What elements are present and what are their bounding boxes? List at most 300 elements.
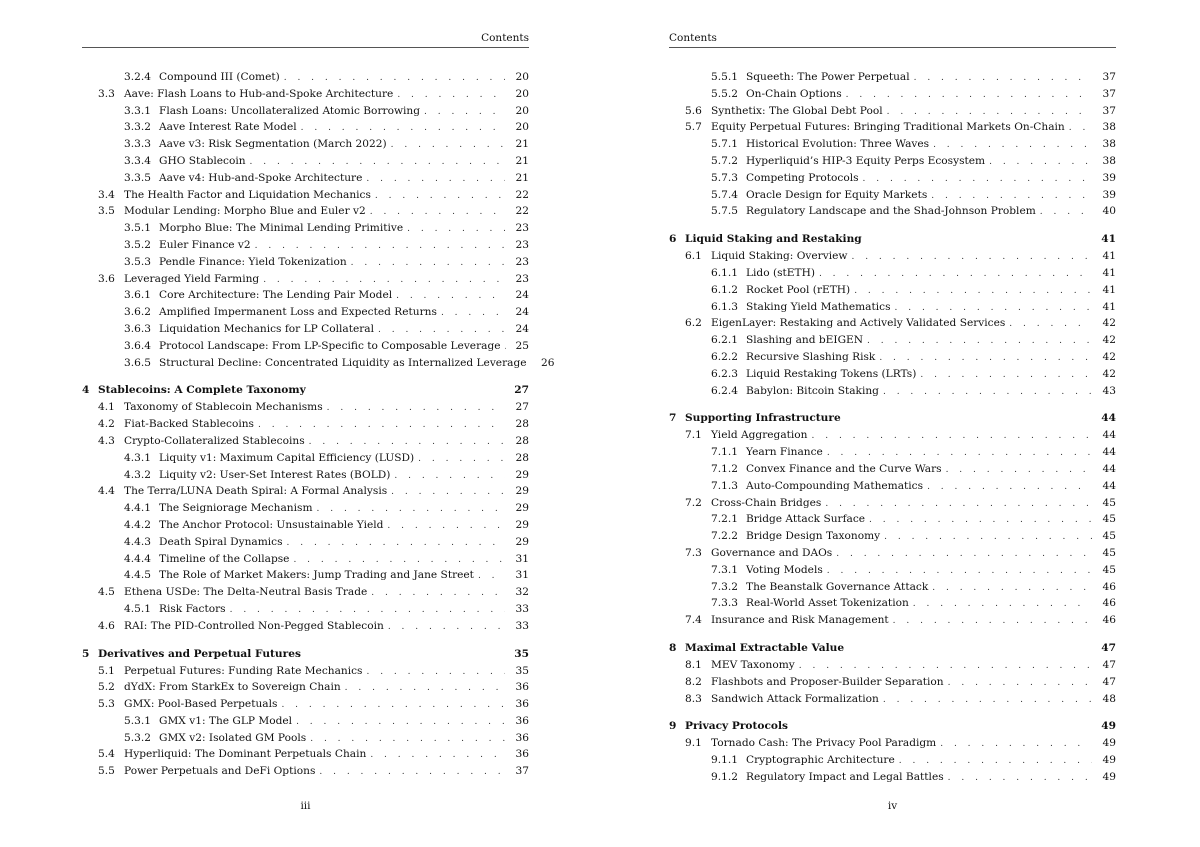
toc-section-entry[interactable] xyxy=(82,618,529,635)
toc-entry-number: 4.4 xyxy=(98,485,115,498)
toc-chapter-entry[interactable] xyxy=(669,640,1116,657)
toc-dot-leader xyxy=(366,664,505,681)
toc-entry-number: 4.4.2 xyxy=(124,518,151,531)
toc-section-entry[interactable] xyxy=(669,495,1116,512)
toc-subsection-entry[interactable] xyxy=(82,254,529,271)
toc-entry-page: 33 xyxy=(515,602,529,615)
toc-dot-leader xyxy=(1009,316,1092,333)
toc-subsection-entry[interactable] xyxy=(669,170,1116,187)
toc-entry-page: 20 xyxy=(515,121,529,134)
toc-entry-number: 5.2 xyxy=(98,681,115,694)
toc-entry-page: 29 xyxy=(515,502,529,515)
toc-entry-title: Bridge Attack Surface xyxy=(746,513,866,526)
toc-entry-title: Fiat-Backed Stablecoins xyxy=(124,418,254,431)
toc-subsection-entry[interactable] xyxy=(669,282,1116,299)
toc-dot-leader xyxy=(846,87,1092,104)
toc-entry-title: Bridge Design Taxonomy xyxy=(746,530,881,543)
toc-entry-page: 28 xyxy=(515,451,529,464)
toc-entry-number: 3.3.3 xyxy=(124,138,151,151)
toc-section-entry[interactable] xyxy=(669,657,1116,674)
toc-entry-number: 3.5 xyxy=(98,205,115,218)
toc-dot-leader xyxy=(869,512,1092,529)
toc-entry-title: Pendle Finance: Yield Tokenization xyxy=(159,255,347,268)
toc-subsection-entry[interactable] xyxy=(669,203,1116,220)
toc-entry-title: Governance and DAOs xyxy=(711,546,833,559)
toc-entry-title: Hyperliquid: The Dominant Perpetuals Chain xyxy=(124,748,367,761)
toc-entry-number: 3.6.4 xyxy=(124,339,151,352)
toc-subsection-entry[interactable] xyxy=(669,86,1116,103)
toc-entry-page: 27 xyxy=(515,401,529,414)
toc-dot-leader xyxy=(255,238,505,255)
toc-entry-title: Protocol Landscape: From LP-Specific to Composable Leverage xyxy=(159,339,501,352)
toc-entry-number: 7.1.3 xyxy=(711,479,738,492)
toc-entry-title: Timeline of the Collapse xyxy=(159,552,290,565)
toc-entry-page: 44 xyxy=(1102,479,1116,492)
toc-dot-leader xyxy=(854,283,1092,300)
toc-entry-title: Regulatory Impact and Legal Battles xyxy=(746,770,944,783)
toc-dot-leader xyxy=(284,70,505,87)
toc-subsection-entry[interactable] xyxy=(669,444,1116,461)
toc-entry-page: 37 xyxy=(1102,71,1116,83)
toc-subsection-entry[interactable] xyxy=(82,136,529,153)
toc-entry-number: 7.3.2 xyxy=(711,580,738,593)
toc-dot-leader xyxy=(370,204,505,221)
toc-chapter-entry[interactable] xyxy=(669,231,1116,248)
toc-section-entry[interactable] xyxy=(669,691,1116,708)
toc-chapter-entry[interactable] xyxy=(82,382,529,399)
toc-entry-page: 46 xyxy=(1102,580,1116,593)
toc-entry-number: 7 xyxy=(669,412,677,425)
toc-entry-title: Liquid Restaking Tokens (LRTs) xyxy=(746,367,917,380)
toc-entry-page: 20 xyxy=(515,104,529,117)
toc-entry-page: 36 xyxy=(515,731,529,744)
toc-subsection-entry[interactable] xyxy=(82,551,529,568)
toc-entry-title: Equity Perpetual Futures: Bringing Traditional Markets On-Chain xyxy=(711,121,1065,134)
toc-subsection-entry[interactable] xyxy=(82,119,529,136)
toc-chapter-entry[interactable] xyxy=(82,646,529,663)
page-number: iii xyxy=(300,800,311,812)
toc-entry-page: 23 xyxy=(515,255,529,268)
toc-entry-number: 9.1 xyxy=(685,737,702,750)
toc-entry-title: GMX: Pool-Based Perpetuals xyxy=(124,698,278,711)
toc-section-entry[interactable] xyxy=(82,187,529,204)
toc-entry-title: Modular Lending: Morpho Blue and Euler v2 xyxy=(124,205,366,218)
page-number: iv xyxy=(887,800,898,812)
toc-dot-leader xyxy=(933,137,1092,154)
toc-entry-title: Liquidation Mechanics for LP Collateral xyxy=(159,322,374,335)
toc-subsection-entry[interactable] xyxy=(82,220,529,237)
toc-section-entry[interactable] xyxy=(669,103,1116,120)
toc-entry-number: 3.4 xyxy=(98,188,115,201)
toc-entry-number: 3.3 xyxy=(98,87,115,100)
toc-entry-page: 35 xyxy=(514,647,529,660)
toc-subsection-entry[interactable] xyxy=(669,595,1116,612)
toc-entry-title: Core Architecture: The Lending Pair Model xyxy=(159,289,393,302)
toc-dot-leader xyxy=(319,764,505,781)
toc-entry-number: 6 xyxy=(669,233,677,246)
toc-dot-leader xyxy=(391,137,505,154)
toc-entry-number: 5.7.5 xyxy=(711,205,738,218)
toc-subsection-entry[interactable] xyxy=(82,517,529,534)
toc-dot-leader xyxy=(396,288,505,305)
toc-dot-leader xyxy=(883,692,1092,709)
toc-entry-title: The Health Factor and Liquidation Mechanics xyxy=(124,188,371,201)
toc-entry-page: 36 xyxy=(515,698,529,711)
toc-section-entry[interactable] xyxy=(82,679,529,696)
left-page xyxy=(82,0,555,847)
toc-dot-leader xyxy=(281,697,505,714)
toc-dot-leader xyxy=(887,104,1092,121)
toc-entry-page: 25 xyxy=(515,339,529,352)
toc-entry-number: 8 xyxy=(669,641,677,654)
toc-section-entry[interactable] xyxy=(669,545,1116,562)
toc-dot-leader xyxy=(366,171,505,188)
toc-subsection-entry[interactable] xyxy=(82,730,529,747)
toc-entry-title: dYdX: From StarkEx to Sovereign Chain xyxy=(124,681,341,694)
toc-entry-page: 23 xyxy=(515,238,529,251)
toc-entry-number: 3.5.2 xyxy=(124,238,151,251)
toc-entry-number: 3.6.3 xyxy=(124,322,151,335)
toc-entry-page: 32 xyxy=(515,586,529,599)
toc-dot-leader xyxy=(441,305,505,322)
toc-subsection-entry[interactable] xyxy=(82,450,529,467)
toc-section-entry[interactable] xyxy=(82,483,529,500)
toc-dot-leader xyxy=(799,658,1092,675)
toc-entry-number: 9.1.2 xyxy=(711,770,738,783)
toc-dot-leader xyxy=(263,272,505,289)
toc-dot-leader xyxy=(351,255,505,272)
toc-entry-page: 20 xyxy=(515,87,529,100)
toc-entry-number: 7.2 xyxy=(685,496,702,509)
toc-entry-number: 7.4 xyxy=(685,614,702,627)
toc-entry-page: 48 xyxy=(1102,692,1116,705)
toc-dot-leader xyxy=(948,770,1092,787)
toc-section-entry[interactable] xyxy=(82,746,529,763)
toc-dot-leader xyxy=(812,428,1093,445)
toc-entry-number: 5.5.1 xyxy=(711,71,738,83)
toc-entry-page: 45 xyxy=(1102,513,1116,526)
toc-subsection-entry[interactable] xyxy=(82,467,529,484)
toc-entry-number: 3.2.4 xyxy=(124,71,151,83)
toc-entry-page: 44 xyxy=(1102,462,1116,475)
toc-subsection-entry[interactable] xyxy=(82,170,529,187)
toc-dot-leader xyxy=(388,619,505,636)
toc-entry-page: 37 xyxy=(515,765,529,778)
toc-section-entry[interactable] xyxy=(669,119,1116,136)
toc-dot-leader xyxy=(932,580,1092,597)
toc-subsection-entry[interactable] xyxy=(669,562,1116,579)
toc-dot-leader xyxy=(819,266,1092,283)
toc-section-entry[interactable] xyxy=(82,203,529,220)
toc-entry-number: 3.6.5 xyxy=(124,356,151,369)
toc-section-entry[interactable] xyxy=(669,674,1116,691)
toc-entry-title: Flash Loans: Uncollateralized Atomic Borrowing xyxy=(159,104,421,117)
toc-entry-title: Convex Finance and the Curve Wars xyxy=(746,462,942,475)
toc-dot-leader xyxy=(825,496,1092,513)
toc-entry-title: Yearn Finance xyxy=(746,446,823,459)
toc-dot-leader xyxy=(378,322,505,339)
toc-entry-title: Liquity v1: Maximum Capital Efficiency (LUSD) xyxy=(159,451,415,464)
toc-entry-page: 44 xyxy=(1102,429,1116,442)
toc-entry-page: 43 xyxy=(1102,384,1116,397)
toc-subsection-entry[interactable] xyxy=(669,349,1116,366)
toc-entry-page: 47 xyxy=(1102,675,1116,688)
toc-entry-title: Auto-Compounding Mathematics xyxy=(746,479,924,492)
toc-entry-number: 5.3.1 xyxy=(124,714,151,727)
toc-subsection-entry[interactable] xyxy=(669,187,1116,204)
toc-section-entry[interactable] xyxy=(82,399,529,416)
toc-dot-leader xyxy=(387,518,505,535)
toc-section-entry[interactable] xyxy=(82,763,529,780)
toc-entry-number: 5.6 xyxy=(685,104,702,117)
toc-entry-title: Perpetual Futures: Funding Rate Mechanics xyxy=(124,664,363,677)
toc-subsection-entry[interactable] xyxy=(82,153,529,170)
toc-entry-page: 49 xyxy=(1102,754,1116,767)
toc-subsection-entry[interactable] xyxy=(669,752,1116,769)
toc-section-entry[interactable] xyxy=(82,86,529,103)
toc-dot-leader xyxy=(836,546,1092,563)
toc-entry-page: 44 xyxy=(1102,446,1116,459)
toc-entry-number: 3.3.5 xyxy=(124,171,151,184)
toc-subsection-entry[interactable] xyxy=(82,103,529,120)
toc-entry-page: 21 xyxy=(515,154,529,167)
toc-subsection-entry[interactable] xyxy=(82,304,529,321)
toc-entry-number: 3.5.3 xyxy=(124,255,151,268)
toc-subsection-entry[interactable] xyxy=(669,69,1116,86)
toc-entry-page: 49 xyxy=(1102,770,1116,783)
toc-entry-number: 4.5.1 xyxy=(124,602,151,615)
toc-subsection-entry[interactable] xyxy=(82,69,529,86)
toc-entry-title: Aave v3: Risk Segmentation (March 2022) xyxy=(159,138,387,151)
toc-entry-page: 38 xyxy=(1102,138,1116,151)
toc-dot-leader xyxy=(989,154,1092,171)
toc-entry-title: GHO Stablecoin xyxy=(159,154,246,167)
toc-subsection-entry[interactable] xyxy=(82,237,529,254)
toc-subsection-entry[interactable] xyxy=(669,332,1116,349)
toc-entry-number: 4.6 xyxy=(98,619,115,632)
toc-section-entry[interactable] xyxy=(82,584,529,601)
toc-dot-leader xyxy=(946,462,1092,479)
toc-entry-title: Lido (stETH) xyxy=(746,266,815,279)
toc-entry-page: 26 xyxy=(541,356,555,369)
toc-chapter-entry[interactable] xyxy=(669,718,1116,735)
toc-dot-leader xyxy=(345,680,505,697)
toc-dot-leader xyxy=(394,468,505,485)
toc-subsection-entry[interactable] xyxy=(669,528,1116,545)
toc-entry-page: 49 xyxy=(1101,720,1116,733)
toc-entry-page: 46 xyxy=(1102,597,1116,610)
toc-entry-page: 37 xyxy=(1102,104,1116,117)
toc-entry-number: 8.1 xyxy=(685,658,702,671)
toc-entry-number: 3.5.1 xyxy=(124,222,151,235)
toc-section-entry[interactable] xyxy=(82,696,529,713)
toc-dot-leader xyxy=(327,400,505,417)
toc-entry-title: Tornado Cash: The Privacy Pool Paradigm xyxy=(711,737,937,750)
toc-subsection-entry[interactable] xyxy=(669,265,1116,282)
toc-section-entry[interactable] xyxy=(669,735,1116,752)
toc-section-entry[interactable] xyxy=(82,663,529,680)
toc-entry-page: 31 xyxy=(515,552,529,565)
toc-entry-page: 44 xyxy=(1101,412,1116,425)
toc-entry-number: 8.2 xyxy=(685,675,702,688)
toc-entry-title: Liquid Staking: Overview xyxy=(711,250,848,263)
toc-dot-leader xyxy=(948,675,1092,692)
toc-entry-title: Liquity v2: User-Set Interest Rates (BOLD) xyxy=(159,468,391,481)
toc-entry-title: Compound III (Comet) xyxy=(159,71,280,83)
toc-entry-number: 5.7.3 xyxy=(711,171,738,184)
toc-entry-number: 5.7.2 xyxy=(711,154,738,167)
toc-entry-number: 9 xyxy=(669,720,677,733)
toc-entry-number: 7.2.2 xyxy=(711,530,738,543)
toc-entry-title: Slashing and bEIGEN xyxy=(746,334,864,347)
running-head: Contents xyxy=(82,32,529,48)
toc-dot-leader xyxy=(250,154,505,171)
toc-entry-title: The Role of Market Makers: Jump Trading and Jane Street xyxy=(159,569,474,582)
toc-section-entry[interactable] xyxy=(82,271,529,288)
toc-entry-page: 28 xyxy=(515,434,529,447)
toc-entry-title: Death Spiral Dynamics xyxy=(159,535,283,548)
toc-entry-page: 41 xyxy=(1102,283,1116,296)
toc-dot-leader xyxy=(407,221,505,238)
toc-entry-page: 22 xyxy=(515,188,529,201)
toc-entry-number: 6.1 xyxy=(685,250,702,263)
toc-subsection-entry[interactable] xyxy=(82,500,529,517)
toc-dot-leader xyxy=(293,552,505,569)
toc-entry-page: 28 xyxy=(515,418,529,431)
toc-dot-leader xyxy=(230,602,505,619)
toc-entry-title: Privacy Protocols xyxy=(685,720,788,733)
toc-section-entry[interactable] xyxy=(669,315,1116,332)
toc-entry-title: Yield Aggregation xyxy=(711,429,808,442)
toc-entry-number: 4.4.1 xyxy=(124,502,151,515)
toc-entry-number: 7.1.1 xyxy=(711,446,738,459)
toc-entry-page: 36 xyxy=(515,714,529,727)
toc-entry-number: 6.1.2 xyxy=(711,283,738,296)
toc-entry-number: 5.5 xyxy=(98,765,115,778)
toc-entry-page: 24 xyxy=(515,289,529,302)
toc-entry-title: Aave: Flash Loans to Hub-and-Spoke Architecture xyxy=(124,87,394,100)
toc-entry-number: 4.4.4 xyxy=(124,552,151,565)
toc-subsection-entry[interactable] xyxy=(669,478,1116,495)
toc-subsection-entry[interactable] xyxy=(82,567,529,584)
right-page xyxy=(669,0,1116,847)
toc-entry-page: 42 xyxy=(1102,317,1116,330)
toc-entry-number: 5.5.2 xyxy=(711,87,738,100)
toc-subsection-entry[interactable] xyxy=(669,366,1116,383)
toc-entry-number: 6.2.1 xyxy=(711,334,738,347)
toc-entry-page: 49 xyxy=(1102,737,1116,750)
toc-subsection-entry[interactable] xyxy=(82,355,555,372)
toc-entry-number: 7.3.1 xyxy=(711,563,738,576)
toc-dot-leader xyxy=(317,501,506,518)
toc-subsection-entry[interactable] xyxy=(82,321,529,338)
toc-entry-page: 21 xyxy=(515,138,529,151)
toc-subsection-entry[interactable] xyxy=(669,153,1116,170)
toc-subsection-entry[interactable] xyxy=(669,769,1116,786)
toc-entry-page: 20 xyxy=(515,71,529,83)
toc-subsection-entry[interactable] xyxy=(669,461,1116,478)
toc-dot-leader xyxy=(371,585,505,602)
toc-section-entry[interactable] xyxy=(669,612,1116,629)
toc-dot-leader xyxy=(867,333,1092,350)
toc-section-entry[interactable] xyxy=(82,433,529,450)
toc-chapter-entry[interactable] xyxy=(669,410,1116,427)
toc-entry-number: 5.7.4 xyxy=(711,188,738,201)
toc-entry-number: 3.3.1 xyxy=(124,104,151,117)
toc-subsection-entry[interactable] xyxy=(669,299,1116,316)
toc-entry-title: Euler Finance v2 xyxy=(159,238,251,251)
toc-subsection-entry[interactable] xyxy=(669,579,1116,596)
toc-entry-title: Sandwich Attack Formalization xyxy=(711,692,879,705)
toc-entry-number: 6.1.3 xyxy=(711,300,738,313)
toc-entry-page: 29 xyxy=(515,485,529,498)
toc-entry-title: Staking Yield Mathematics xyxy=(746,300,891,313)
toc-entry-page: 29 xyxy=(515,468,529,481)
toc-entry-number: 4.2 xyxy=(98,418,115,431)
toc-entry-number: 4.3.1 xyxy=(124,451,151,464)
toc-entry-number: 5.4 xyxy=(98,748,115,761)
toc-entry-page: 46 xyxy=(1102,614,1116,627)
toc-entry-page: 45 xyxy=(1102,496,1116,509)
toc-entry-title: Flashbots and Proposer-Builder Separation xyxy=(711,675,944,688)
toc-entry-title: Cross-Chain Bridges xyxy=(711,496,822,509)
toc-entry-title: Amplified Impermanent Loss and Expected Returns xyxy=(159,306,437,319)
toc-entry-page: 38 xyxy=(1102,121,1116,134)
toc-section-entry[interactable] xyxy=(669,427,1116,444)
toc-subsection-entry[interactable] xyxy=(82,713,529,730)
toc-entry-title: The Seigniorage Mechanism xyxy=(159,502,313,515)
toc-entry-number: 6.2.4 xyxy=(711,384,738,397)
toc-entry-number: 4.3 xyxy=(98,434,115,447)
toc-entry-number: 6.2.3 xyxy=(711,367,738,380)
toc-dot-leader xyxy=(851,249,1092,266)
toc-list xyxy=(82,69,555,780)
toc-entry-number: 7.1.2 xyxy=(711,462,738,475)
toc-subsection-entry[interactable] xyxy=(669,136,1116,153)
toc-subsection-entry[interactable] xyxy=(82,338,529,355)
toc-dot-leader xyxy=(927,479,1092,496)
toc-section-entry[interactable] xyxy=(82,416,529,433)
toc-entry-number: 6.1.1 xyxy=(711,266,738,279)
toc-entry-page: 24 xyxy=(515,306,529,319)
toc-subsection-entry[interactable] xyxy=(669,383,1116,400)
toc-entry-title: RAI: The PID-Controlled Non-Pegged Stablecoin xyxy=(124,619,384,632)
toc-entry-title: Maximal Extractable Value xyxy=(685,641,845,654)
toc-section-entry[interactable] xyxy=(669,248,1116,265)
toc-subsection-entry[interactable] xyxy=(82,601,529,618)
toc-subsection-entry[interactable] xyxy=(82,534,529,551)
toc-entry-title: MEV Taxonomy xyxy=(711,658,795,671)
toc-subsection-entry[interactable] xyxy=(669,511,1116,528)
toc-subsection-entry[interactable] xyxy=(82,287,529,304)
toc-entry-page: 42 xyxy=(1102,367,1116,380)
toc-entry-title: Cryptographic Architecture xyxy=(746,754,895,767)
toc-entry-title: Historical Evolution: Three Waves xyxy=(746,138,930,151)
toc-entry-page: 39 xyxy=(1102,188,1116,201)
toc-entry-title: The Terra/LUNA Death Spiral: A Formal Analysis xyxy=(124,485,388,498)
toc-entry-number: 7.2.1 xyxy=(711,513,738,526)
toc-entry-title: Morpho Blue: The Minimal Lending Primitive xyxy=(159,222,404,235)
toc-entry-page: 47 xyxy=(1101,641,1116,654)
toc-entry-title: Stablecoins: A Complete Taxonomy xyxy=(98,384,306,397)
toc-entry-title: The Beanstalk Governance Attack xyxy=(746,580,929,593)
toc-dot-leader xyxy=(884,529,1092,546)
toc-entry-number: 6.2 xyxy=(685,317,702,330)
toc-entry-title: Synthetix: The Global Debt Pool xyxy=(711,104,883,117)
toc-dot-leader xyxy=(1040,204,1092,221)
toc-dot-leader xyxy=(895,300,1092,317)
toc-entry-page: 45 xyxy=(1102,563,1116,576)
